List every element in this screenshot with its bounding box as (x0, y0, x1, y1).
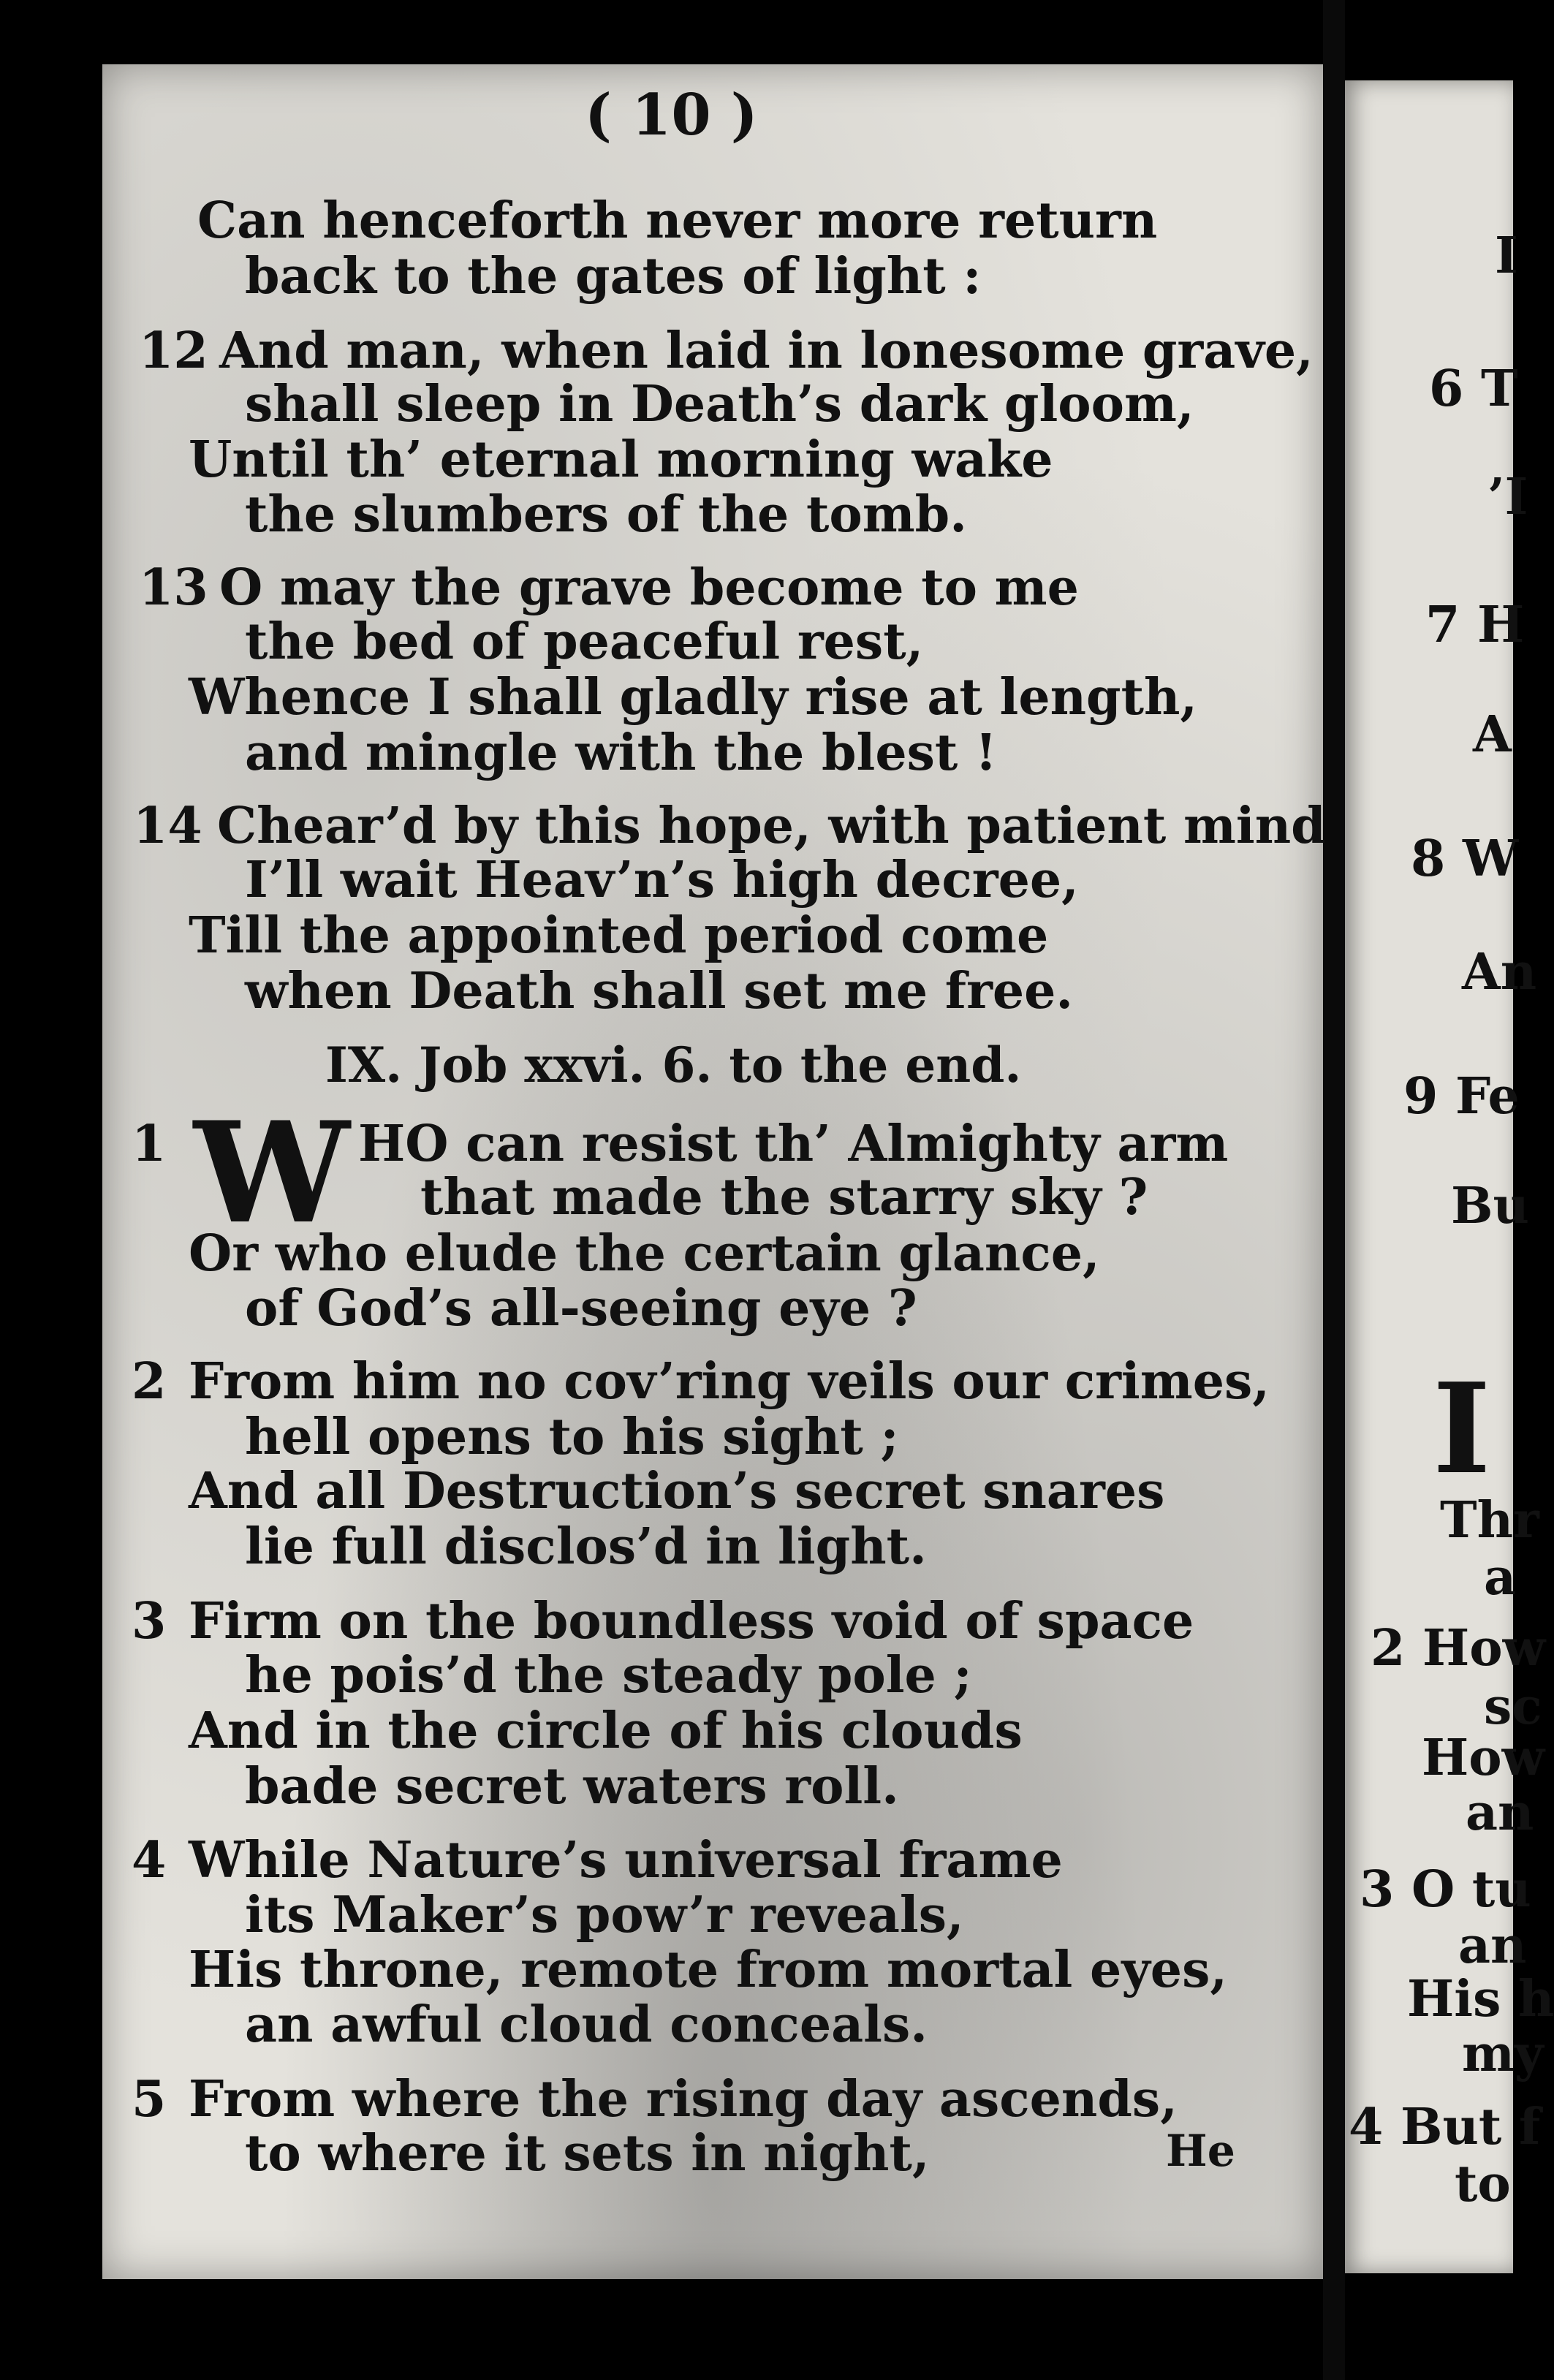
verse-line: And man, when laid in lonesome grave, (219, 322, 1314, 380)
verse-number: 5 (132, 2070, 167, 2129)
verse-line: when Death shall set me free. (245, 962, 1074, 1020)
verse-line: an awful cloud conceals. (245, 1996, 928, 2054)
verse-number: 13 (139, 558, 208, 617)
verse-line: to where it sets in night, (245, 2124, 930, 2183)
right-page-fragment: 2 How (1371, 1619, 1546, 1678)
text-line: back to the gates of light : (245, 247, 982, 306)
right-page-fragment: 6 T (1429, 360, 1518, 418)
section-heading: IX. Job xxvi. 6. to the end. (325, 1036, 1022, 1094)
verse-line: he pois’d the steady pole ; (245, 1646, 972, 1705)
right-page-fragment: His h (1407, 1970, 1554, 2028)
verse-number: 14 (133, 797, 202, 855)
verse-line: Firm on the boundless void of space (189, 1592, 1194, 1651)
right-page-fragment: I (1495, 227, 1518, 285)
right-page-fragment: sc (1484, 1678, 1542, 1736)
verse-line: of God’s all-seeing eye ? (245, 1279, 917, 1338)
verse-line: From him no cov’ring veils our crimes, (189, 1352, 1270, 1411)
verse-line: And all Destruction’s secret snares (189, 1462, 1165, 1520)
verse-number: 2 (132, 1352, 167, 1411)
verse-line: that made the starry sky ? (420, 1168, 1148, 1227)
verse-line: the slumbers of the tomb. (245, 485, 967, 544)
right-page-fragment: An (1462, 943, 1537, 1001)
verse-line: While Nature’s universal frame (189, 1831, 1063, 1890)
verse-line: Chear’d by this hope, with patient mind (217, 797, 1326, 855)
right-page-fragment: How (1422, 1729, 1545, 1787)
right-page-fragment: Thr (1440, 1491, 1539, 1550)
verse-line: Until th’ eternal morning wake (189, 431, 1053, 489)
verse-line: and mingle with the blest ! (245, 724, 997, 782)
right-page-fragment: 4 But f (1349, 2098, 1541, 2156)
right-page-fragment: an (1466, 1784, 1534, 1842)
verse-line: shall sleep in Death’s dark gloom, (245, 375, 1194, 433)
verse-line: And in the circle of his clouds (189, 1702, 1023, 1760)
right-page-fragment: a (1484, 1548, 1517, 1607)
verse-line: the bed of peaceful rest, (245, 613, 924, 671)
book-gutter (1323, 0, 1345, 2380)
right-page-fragment: an (1458, 1917, 1527, 1975)
verse-number: 12 (139, 322, 208, 380)
right-page-fragment: 8 W (1411, 830, 1519, 888)
right-page-fragment: 3 O tu (1360, 1860, 1531, 1919)
verse-line: Or who elude the certain glance, (189, 1224, 1100, 1283)
catchword: He (1166, 2126, 1235, 2177)
verse-line: Whence I shall gladly rise at length, (189, 668, 1198, 727)
verse-number: 1 (132, 1115, 167, 1173)
verse-line: its Maker’s pow’r reveals, (245, 1886, 964, 1944)
verse-line: hell opens to his sight ; (245, 1408, 899, 1466)
verse-line: HO can resist th’ Almighty arm (358, 1115, 1229, 1173)
verse-number: 4 (132, 1831, 167, 1890)
verse-line: lie full disclos’d in light. (245, 1517, 927, 1576)
right-page-fragment: 9 Fe (1403, 1067, 1520, 1126)
verse-line: From where the rising day ascends, (189, 2070, 1178, 2129)
verse-number: 3 (132, 1592, 167, 1651)
verse-line: Till the appointed period come (189, 906, 1049, 965)
verse-line: I’ll wait Heav’n’s high decree, (245, 851, 1079, 909)
right-page-dropcap: I (1433, 1356, 1491, 1502)
right-page-fragment: ’I (1487, 468, 1528, 526)
page-number: ( 10 ) (585, 82, 758, 148)
verse-line: O may the grave become to me (219, 558, 1079, 617)
right-page-fragment: Bu (1451, 1177, 1529, 1235)
verse-line: His throne, remote from mortal eyes, (189, 1941, 1228, 1999)
right-page-fragment: my (1462, 2025, 1544, 2083)
right-page-fragment: 7 H (1425, 596, 1525, 654)
right-page-fragment: to (1455, 2155, 1511, 2213)
drop-cap: W (194, 1091, 350, 1254)
text-line: Can henceforth never more return (197, 192, 1158, 250)
right-page-fragment: A (1473, 705, 1512, 764)
verse-line: bade secret waters roll. (245, 1757, 899, 1816)
